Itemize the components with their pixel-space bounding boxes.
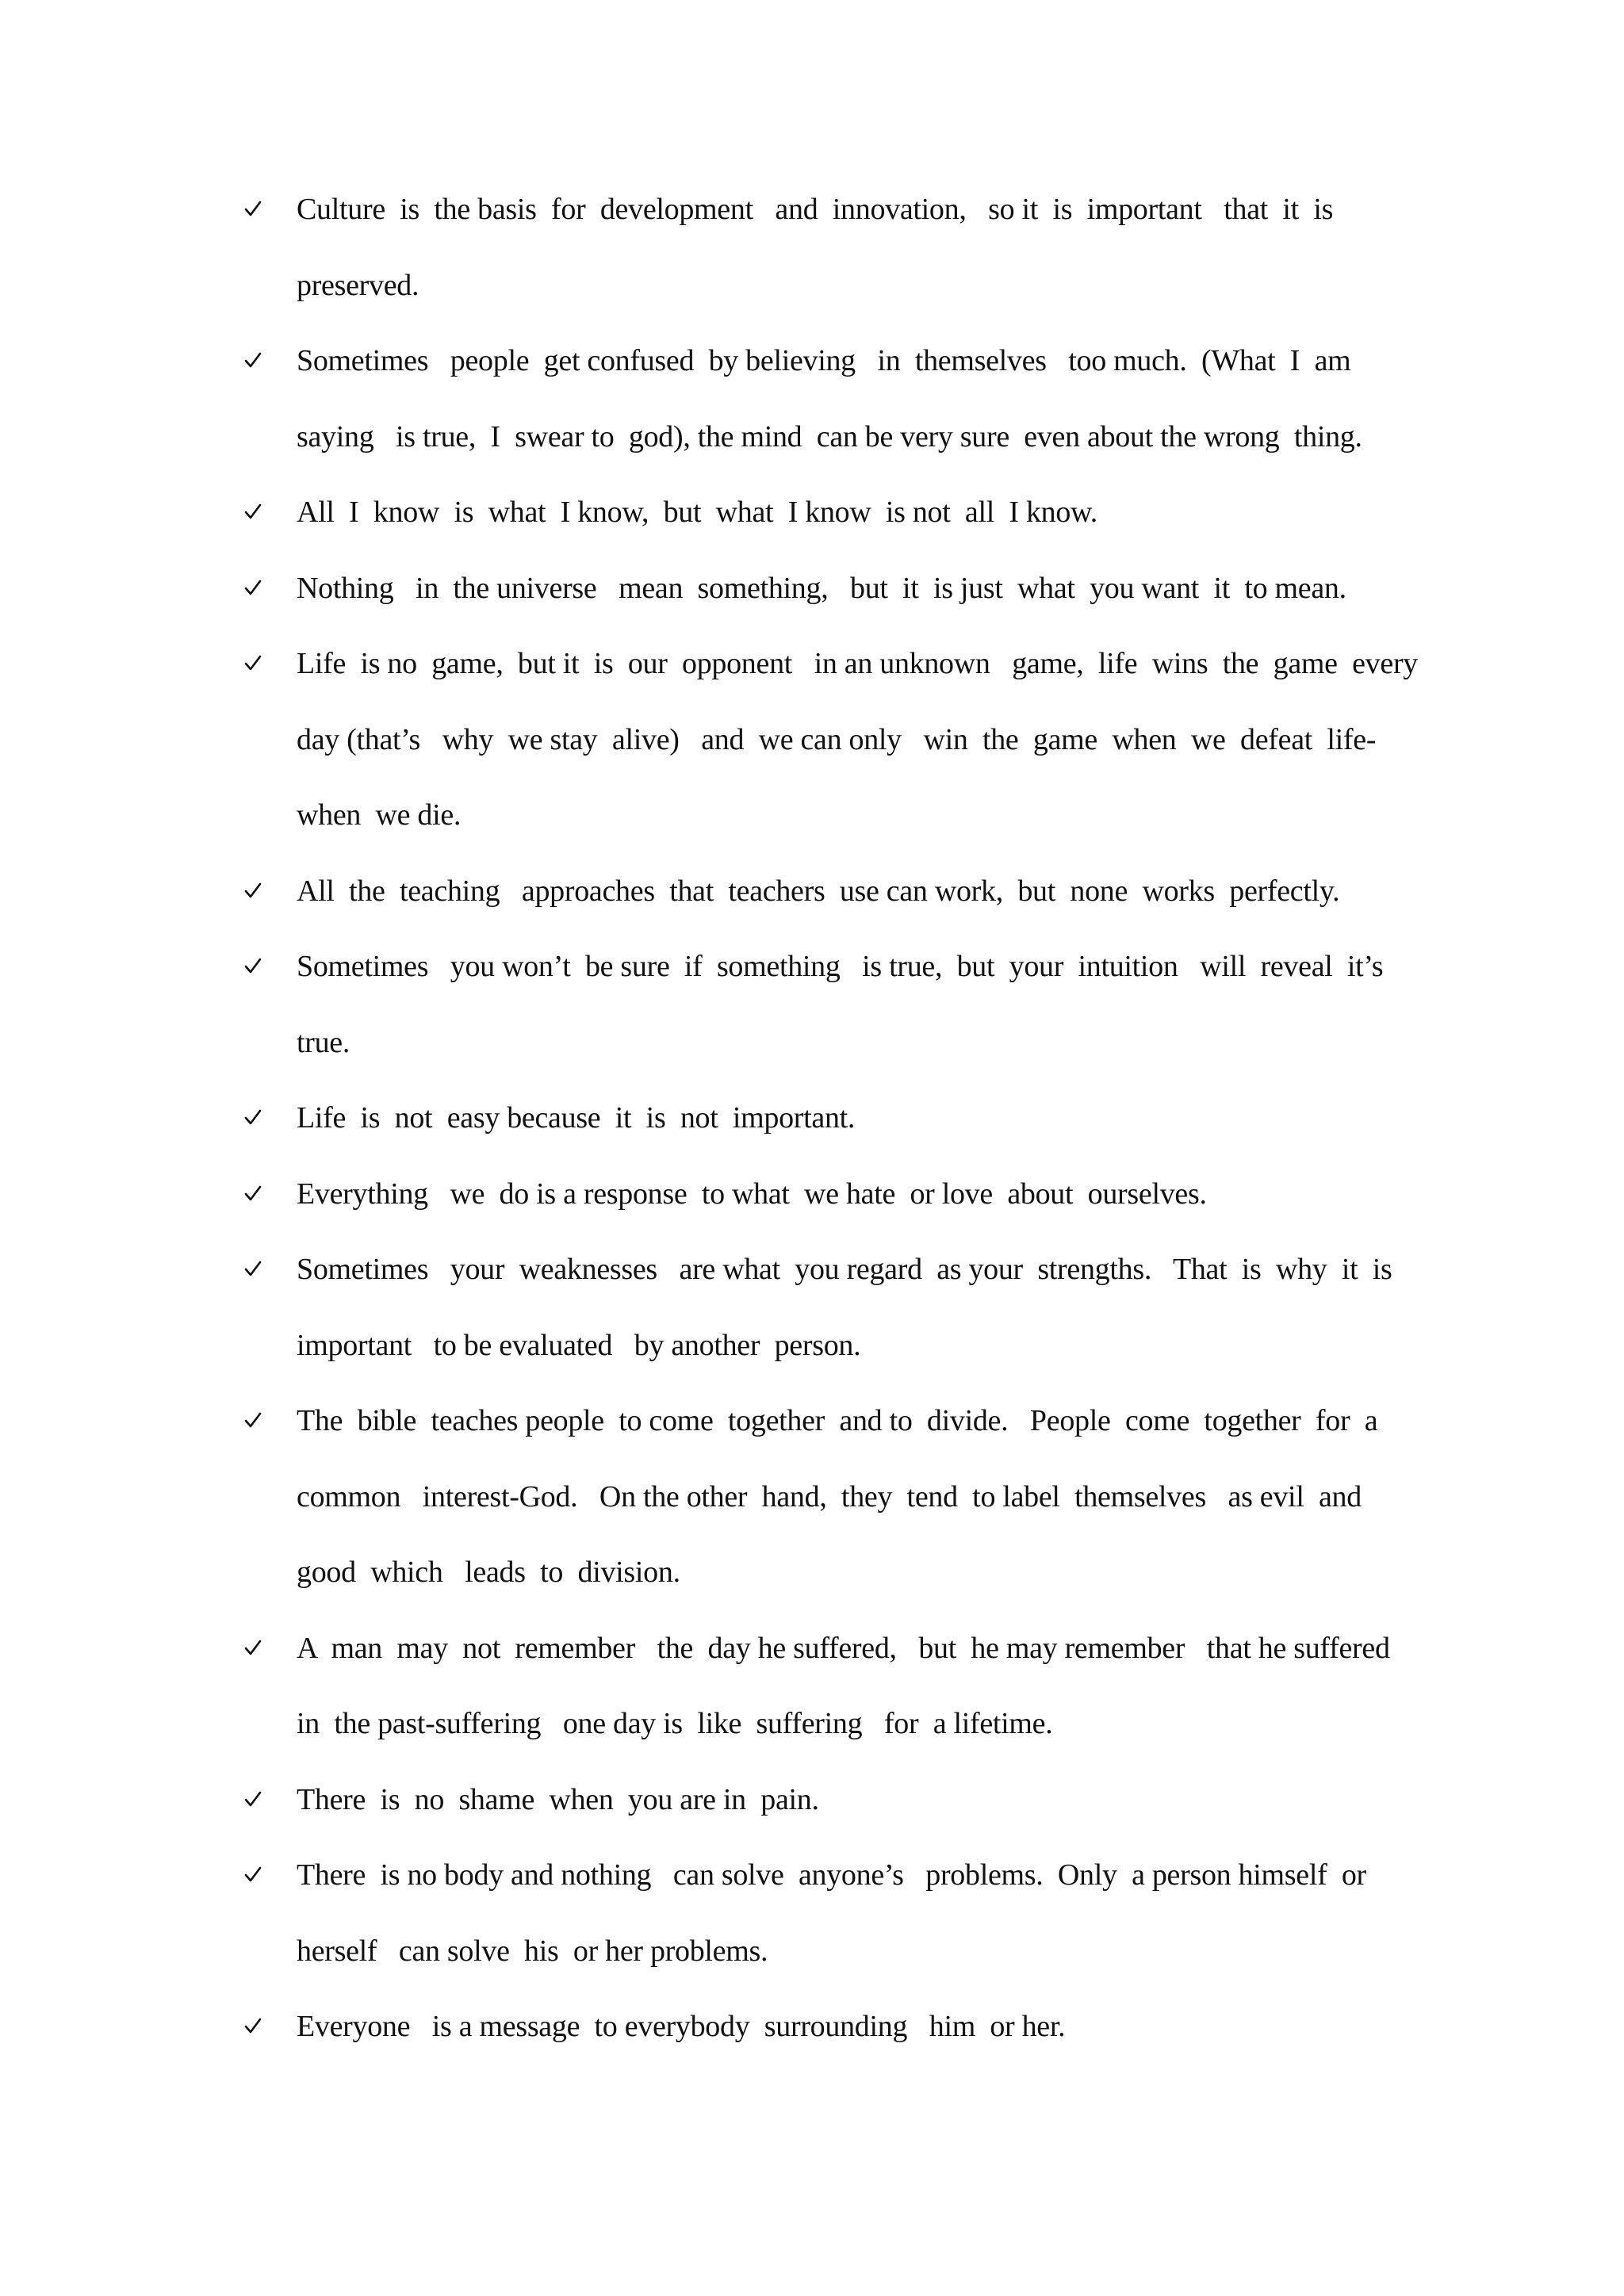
item-text-line: There is no shame when you are in pain. bbox=[297, 1782, 819, 1816]
checkmark-icon bbox=[244, 1108, 262, 1119]
checkmark-icon bbox=[244, 351, 262, 362]
item-text-line: A man may not remember the day he suffered, but he may remember that he suffered bbox=[297, 1631, 1390, 1665]
item-text-line: important to be evaluated by another person. bbox=[297, 1328, 861, 1362]
checkmark-icon bbox=[244, 1260, 262, 1271]
item-text-line: All I know is what I know, but what I know is not all I know. bbox=[297, 496, 1097, 529]
item-text-line: Sometimes people get confused by believing in themselves too much. (What I am bbox=[297, 344, 1351, 377]
checkmark-icon bbox=[244, 579, 262, 590]
item-text-line: when we die. bbox=[297, 798, 462, 832]
checkmark-icon bbox=[244, 200, 262, 211]
checkmark-icon bbox=[244, 1411, 262, 1422]
checkmark-icon bbox=[244, 2017, 262, 2028]
item-text-line: day (that’s why we stay alive) and we can only win the game when we defeat life- bbox=[297, 722, 1377, 756]
checkmark-icon bbox=[244, 1790, 262, 1801]
item-text-line: All the teaching approaches that teachers use can work, but none works perfectly. bbox=[297, 874, 1340, 908]
item-text-line: good which leads to division. bbox=[297, 1556, 680, 1589]
item-text-line: Sometimes you won’t be sure if something is true, but your intuition will reveal it’s bbox=[297, 950, 1384, 983]
item-text-line: preserved. bbox=[297, 268, 419, 302]
checkmark-icon bbox=[244, 1866, 262, 1877]
item-text-line: Life is not easy because it is not important. bbox=[297, 1101, 856, 1135]
item-text-line: The bible teaches people to come together and to divide. People come together for a bbox=[297, 1404, 1378, 1437]
checkmark-icon bbox=[244, 957, 262, 968]
item-text-line: There is no body and nothing can solve anyone’s problems. Only a person himself or bbox=[297, 1858, 1366, 1892]
item-text-line: Everyone is a message to everybody surrounding him or her. bbox=[297, 2010, 1066, 2043]
checkmark-icon bbox=[244, 503, 262, 514]
checkmark-icon bbox=[244, 882, 262, 893]
item-text-line: in the past-suffering one day is like suffering for a lifetime. bbox=[297, 1707, 1053, 1740]
item-text-line: Culture is the basis for development and innovation, so it is important that it is bbox=[297, 193, 1334, 226]
checkmark-icon bbox=[244, 1639, 262, 1650]
item-text-line: Everything we do is a response to what we hate or love about ourselves. bbox=[297, 1177, 1207, 1211]
item-text-line: Life is no game, but it is our opponent in an unknown game, life wins the game every bbox=[297, 647, 1419, 680]
item-text-line: true. bbox=[297, 1025, 350, 1059]
item-text-line: herself can solve his or her problems. bbox=[297, 1934, 768, 1968]
checkmark-icon bbox=[244, 1184, 262, 1196]
item-text-line: saying is true, I swear to god), the mind can be very sure even about the wrong thing. bbox=[297, 419, 1362, 453]
item-text-line: common interest-God. On the other hand, they tend to label themselves as evil and bbox=[297, 1479, 1362, 1513]
item-text-line: Sometimes your weaknesses are what you regard as your strengths. That is why it is bbox=[297, 1253, 1392, 1286]
item-text-line: Nothing in the universe mean something, but it is just what you want it to mean. bbox=[297, 571, 1346, 605]
checkmark-icon bbox=[244, 654, 262, 665]
